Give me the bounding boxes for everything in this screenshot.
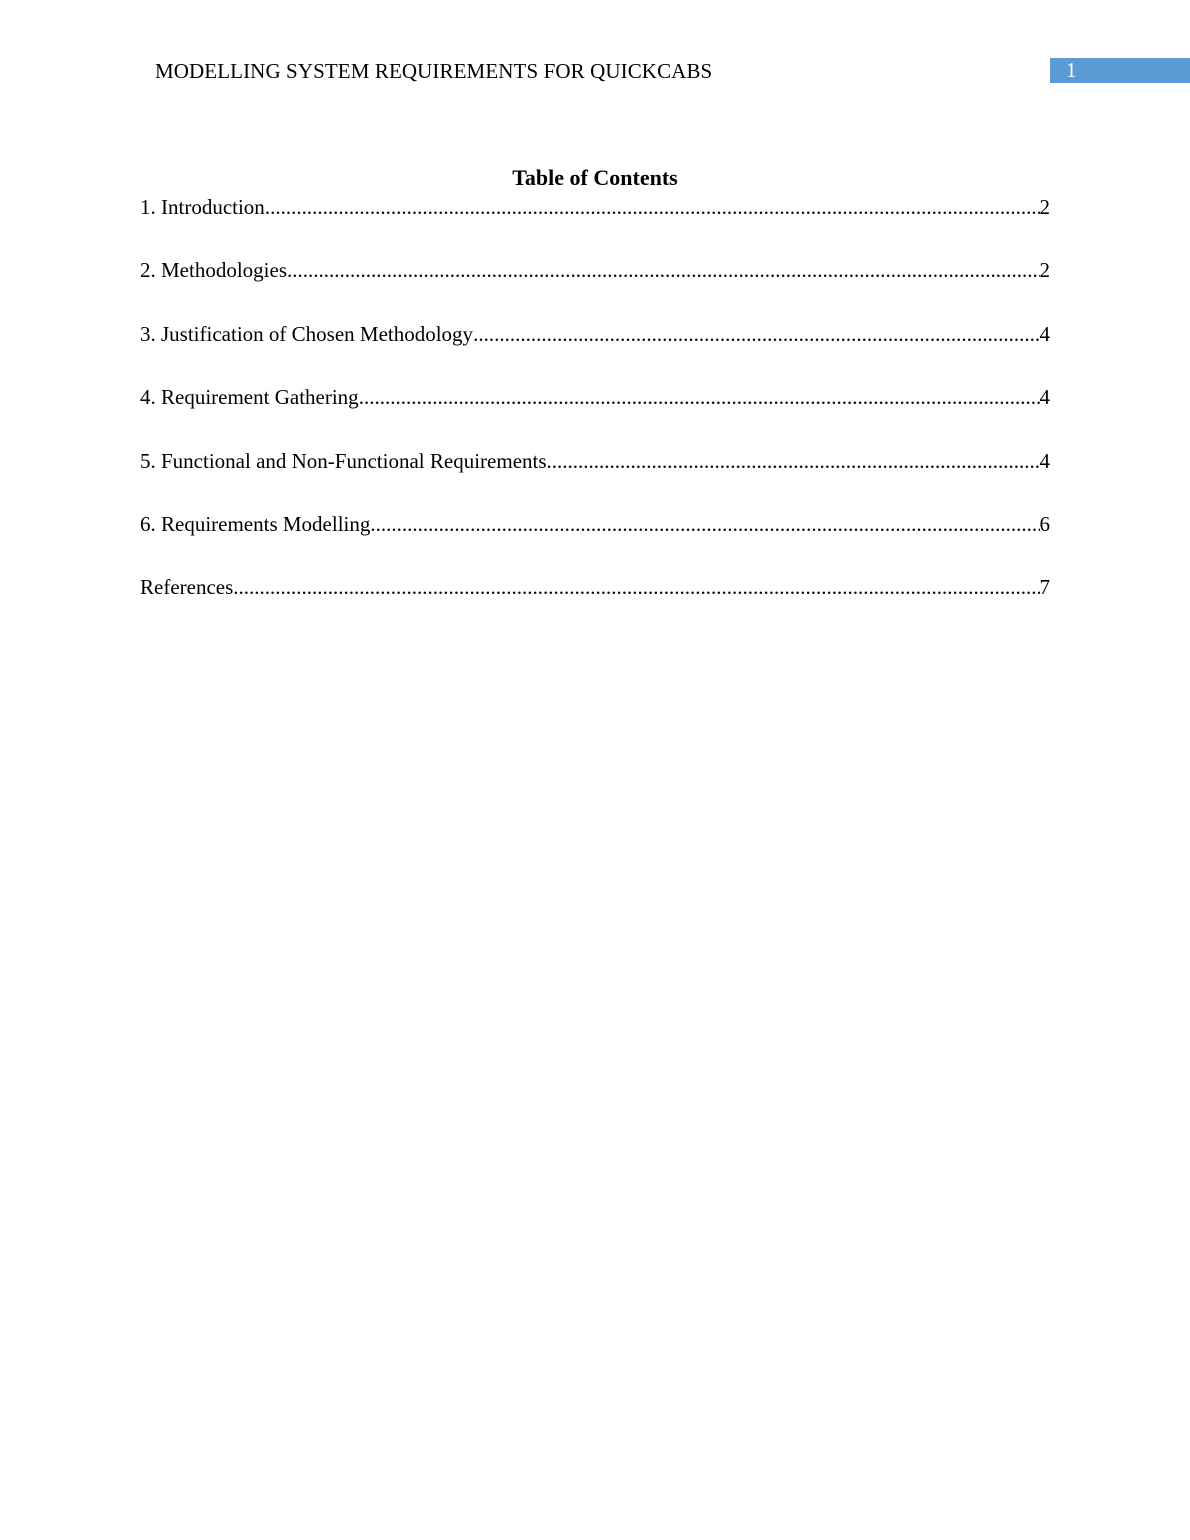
table-of-contents	[140, 194, 1050, 638]
toc-entry[interactable]	[140, 321, 1050, 347]
toc-entry-page: 4	[1039, 448, 1050, 473]
toc-entry-label: 5. Functional and Non-Functional Requirements	[140, 448, 547, 473]
toc-entry-page: 4	[1039, 321, 1050, 346]
toc-entry-label: 4. Requirement Gathering	[140, 385, 359, 410]
toc-entry-label: References	[140, 575, 234, 600]
toc-entry[interactable]	[140, 257, 1050, 283]
toc-entry[interactable]	[140, 448, 1050, 474]
toc-entry-label: 2. Methodologies	[140, 258, 287, 283]
toc-entry-page: 6	[1039, 511, 1050, 536]
toc-dot-leader	[547, 448, 1040, 474]
toc-entry[interactable]	[140, 511, 1050, 537]
toc-dot-leader	[233, 574, 1039, 600]
toc-entry-label: 1. Introduction	[140, 195, 265, 219]
toc-entry[interactable]	[140, 194, 1050, 220]
toc-dot-leader	[265, 194, 1040, 220]
toc-entry-label: 6. Requirements Modelling	[140, 511, 371, 536]
toc-heading: Table of Contents	[512, 165, 678, 190]
toc-dot-leader	[287, 257, 1040, 283]
running-header-title: MODELLING SYSTEM REQUIREMENTS FOR QUICKCABS	[155, 59, 713, 83]
toc-dot-leader	[370, 511, 1039, 537]
page-number: 1	[1066, 58, 1077, 82]
toc-entry[interactable]	[140, 384, 1050, 410]
toc-entry-label: 3. Justification of Chosen Methodology	[140, 321, 474, 346]
toc-entry-page: 7	[1039, 575, 1050, 600]
toc-entry-page: 4	[1039, 385, 1050, 410]
toc-entry-page: 2	[1039, 258, 1050, 283]
page-number-bar	[1050, 58, 1190, 83]
toc-dot-leader	[359, 384, 1040, 410]
toc-entry[interactable]	[140, 574, 1050, 600]
toc-dot-leader	[473, 321, 1039, 347]
toc-entry-page: 2	[1039, 195, 1050, 219]
